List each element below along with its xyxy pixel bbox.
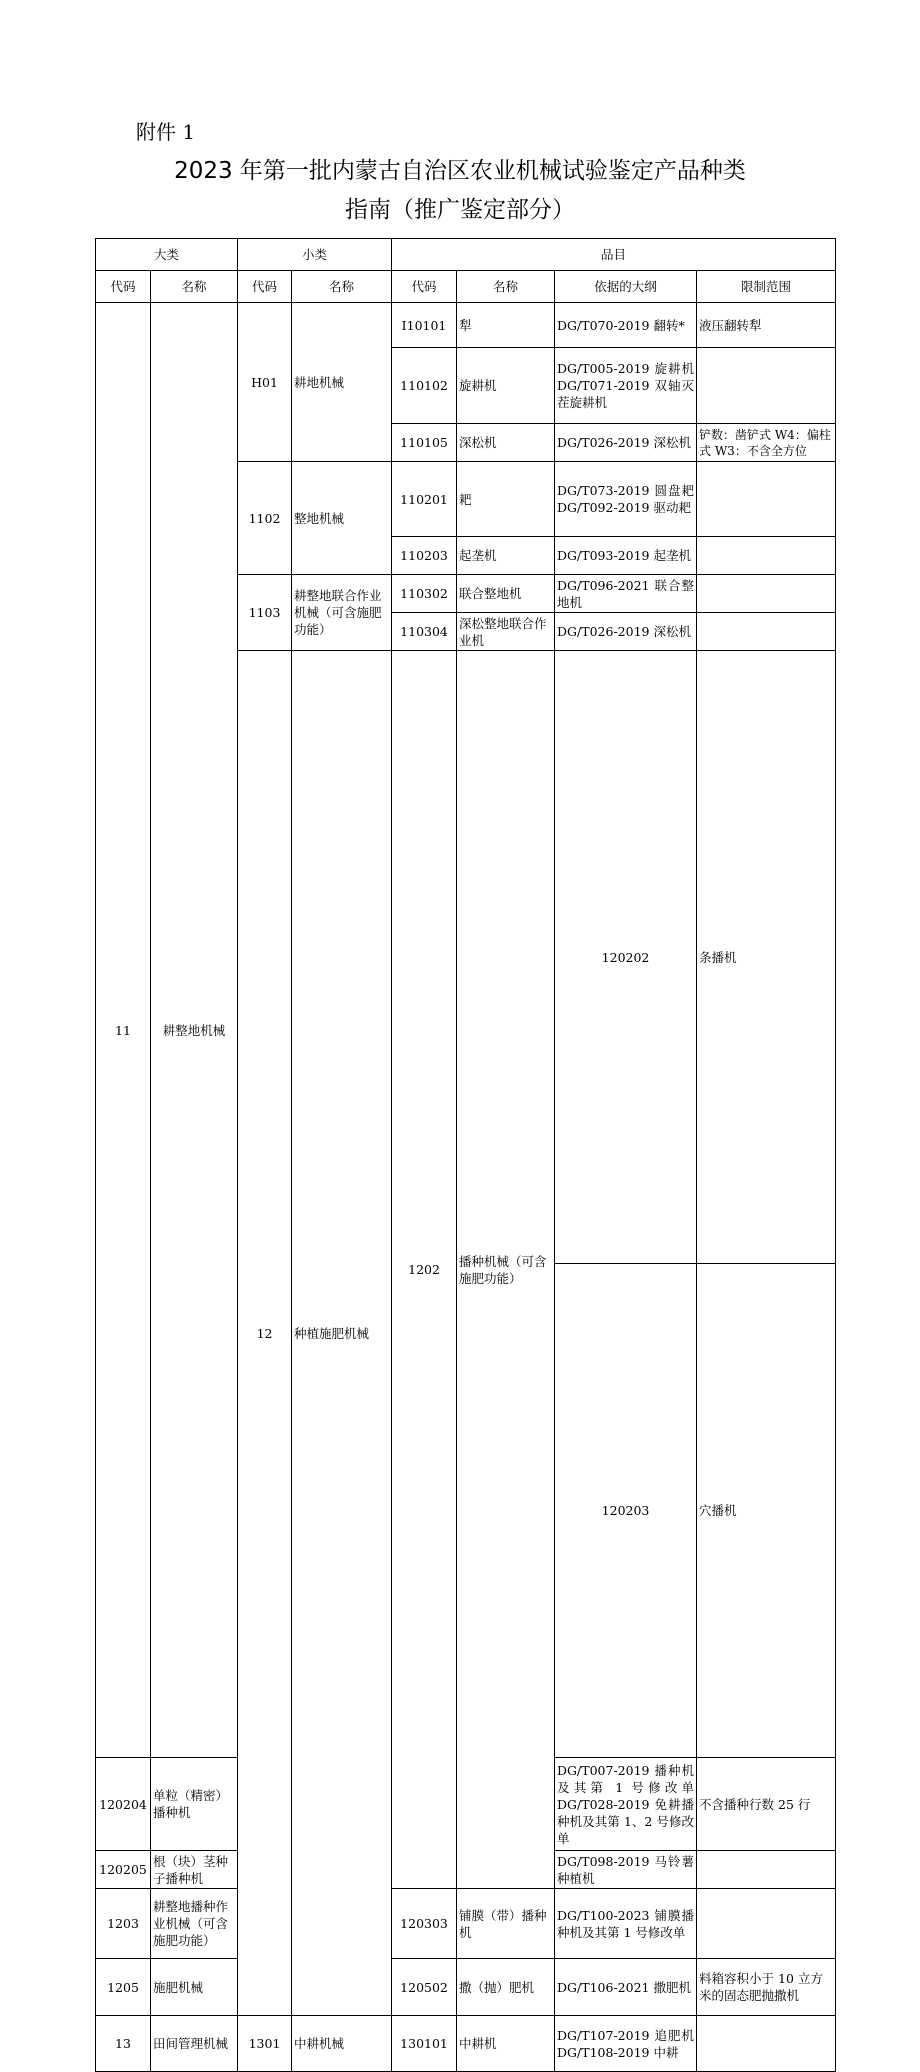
minor-name-cell: 整地机械	[292, 462, 392, 575]
minor-code-cell: 1102	[238, 462, 292, 575]
major-code-cell: 12	[238, 651, 292, 2016]
item-limit-cell: 液压翻转犁	[697, 303, 836, 348]
item-code-cell: 110105	[392, 424, 457, 462]
header-item: 品目	[392, 239, 836, 271]
item-standard-cell: DG/T007-2019 播种机及其第 1 号修改单 DG/T028-2019 免耕播种机及其第 1、2 号修改单	[555, 1758, 697, 1851]
item-name-cell: 旋耕机	[457, 348, 555, 424]
major-name-cell: 种植施肥机械	[292, 651, 392, 2016]
item-name-cell: 撒（抛）肥机	[457, 1959, 555, 2016]
item-name-cell: 起垄机	[457, 537, 555, 575]
item-limit-cell	[697, 1851, 836, 1889]
item-code-cell: 110201	[392, 462, 457, 537]
item-code-cell: 120203	[555, 1264, 697, 1758]
minor-name-cell: 播种机械（可含施肥功能）	[457, 651, 555, 1889]
header-row-columns	[96, 271, 836, 303]
minor-code-cell: 1103	[238, 575, 292, 651]
item-standard-cell: DG/T026-2019 深松机	[555, 613, 697, 651]
header-minor: 小类	[238, 239, 392, 271]
item-code-cell: 120205	[96, 1851, 151, 1889]
item-standard-cell: DG/T096-2021 联合整地机	[555, 575, 697, 613]
document-title-line2: 指南（推广鉴定部分）	[345, 197, 575, 223]
item-name-cell: 中耕机	[457, 2016, 555, 2072]
minor-name-cell: 耕整地联合作业机械（可含施肥功能）	[292, 575, 392, 651]
header-item-name: 名称	[457, 271, 555, 303]
item-standard-cell: DG/T100-2023 铺膜播种机及其第 1 号修改单	[555, 1889, 697, 1959]
header-minor-name: 名称	[292, 271, 392, 303]
table-row	[96, 1889, 836, 1959]
item-code-cell: 130101	[392, 2016, 457, 2072]
item-standard-cell: DG/T093-2019 起垄机	[555, 537, 697, 575]
major-code-cell: 13	[96, 2016, 151, 2072]
item-standard-cell: DG/T098-2019 马铃薯种植机	[555, 1851, 697, 1889]
minor-name-cell: 施肥机械	[151, 1959, 238, 2016]
item-code-cell: 120202	[555, 651, 697, 1264]
header-major-code: 代码	[96, 271, 151, 303]
item-standard-cell: DG/T106-2021 撒肥机	[555, 1959, 697, 2016]
table-row	[96, 303, 836, 348]
minor-code-cell: 1205	[96, 1959, 151, 2016]
item-name-cell: 深松机	[457, 424, 555, 462]
item-limit-cell	[697, 537, 836, 575]
minor-code-cell: 1202	[392, 651, 457, 1889]
item-name-cell: 根（块）茎种子播种机	[151, 1851, 238, 1889]
item-standard-cell: DG/T107-2019 追肥机 DG/T108-2019 中耕	[555, 2016, 697, 2072]
item-name-cell: 穴播机	[697, 1264, 836, 1758]
header-item-standard: 依据的大纲	[555, 271, 697, 303]
item-code-cell: 120303	[392, 1889, 457, 1959]
header-row-groups	[96, 239, 836, 271]
item-standard-cell: DG/T005-2019 旋耕机 DG/T071-2019 双轴灭茬旋耕机	[555, 348, 697, 424]
item-code-cell: 110302	[392, 575, 457, 613]
item-code-cell: 120204	[96, 1758, 151, 1851]
item-limit-cell	[697, 1889, 836, 1959]
minor-name-cell: 中耕机械	[292, 2016, 392, 2072]
attachment-label: 附件 1	[136, 120, 196, 144]
item-limit-cell: 不含播种行数 25 行	[697, 1758, 836, 1851]
header-minor-code: 代码	[238, 271, 292, 303]
item-limit-cell	[697, 613, 836, 651]
item-name-cell: 条播机	[697, 651, 836, 1264]
item-limit-cell	[697, 462, 836, 537]
item-code-cell: 110203	[392, 537, 457, 575]
item-code-cell: 110304	[392, 613, 457, 651]
minor-code-cell: 1203	[96, 1889, 151, 1959]
item-code-cell: I10101	[392, 303, 457, 348]
minor-code-cell: 1301	[238, 2016, 292, 2072]
item-standard-cell: DG/T073-2019 圆盘耙 DG/T092-2019 驱动耙	[555, 462, 697, 537]
item-standard-cell: DG/T026-2019 深松机	[555, 424, 697, 462]
item-code-cell: 120502	[392, 1959, 457, 2016]
item-limit-cell: 料箱容积小于 10 立方米的固态肥抛撒机	[697, 1959, 836, 2016]
item-name-cell: 联合整地机	[457, 575, 555, 613]
header-item-limit: 限制范围	[697, 271, 836, 303]
item-limit-cell	[697, 348, 836, 424]
table-row	[96, 2016, 836, 2072]
table-row	[96, 1959, 836, 2016]
item-limit-cell: 铲数：凿铲式 W4：偏柱式 W3：不含全方位	[697, 424, 836, 462]
minor-code-cell: H01	[238, 303, 292, 462]
item-name-cell: 耙	[457, 462, 555, 537]
document-title-line1: 2023 年第一批内蒙古自治区农业机械试验鉴定产品种类	[174, 158, 746, 184]
item-limit-cell	[697, 2016, 836, 2072]
header-major-name: 名称	[151, 271, 238, 303]
catalog-table	[95, 238, 836, 2072]
minor-name-cell: 耕地机械	[292, 303, 392, 462]
item-limit-cell	[697, 575, 836, 613]
item-name-cell: 单粒（精密）播种机	[151, 1758, 238, 1851]
major-code-cell: 11	[96, 303, 151, 1758]
header-item-code: 代码	[392, 271, 457, 303]
major-name-cell: 耕整地机械	[151, 303, 238, 1758]
item-name-cell: 深松整地联合作业机	[457, 613, 555, 651]
major-name-cell: 田间管理机械	[151, 2016, 238, 2072]
item-standard-cell: DG/T070-2019 翻转*	[555, 303, 697, 348]
minor-name-cell: 耕整地播种作业机械（可含施肥功能）	[151, 1889, 238, 1959]
item-code-cell: 110102	[392, 348, 457, 424]
item-name-cell: 铺膜（带）播种机	[457, 1889, 555, 1959]
header-major: 大类	[96, 239, 238, 271]
item-name-cell: 犁	[457, 303, 555, 348]
